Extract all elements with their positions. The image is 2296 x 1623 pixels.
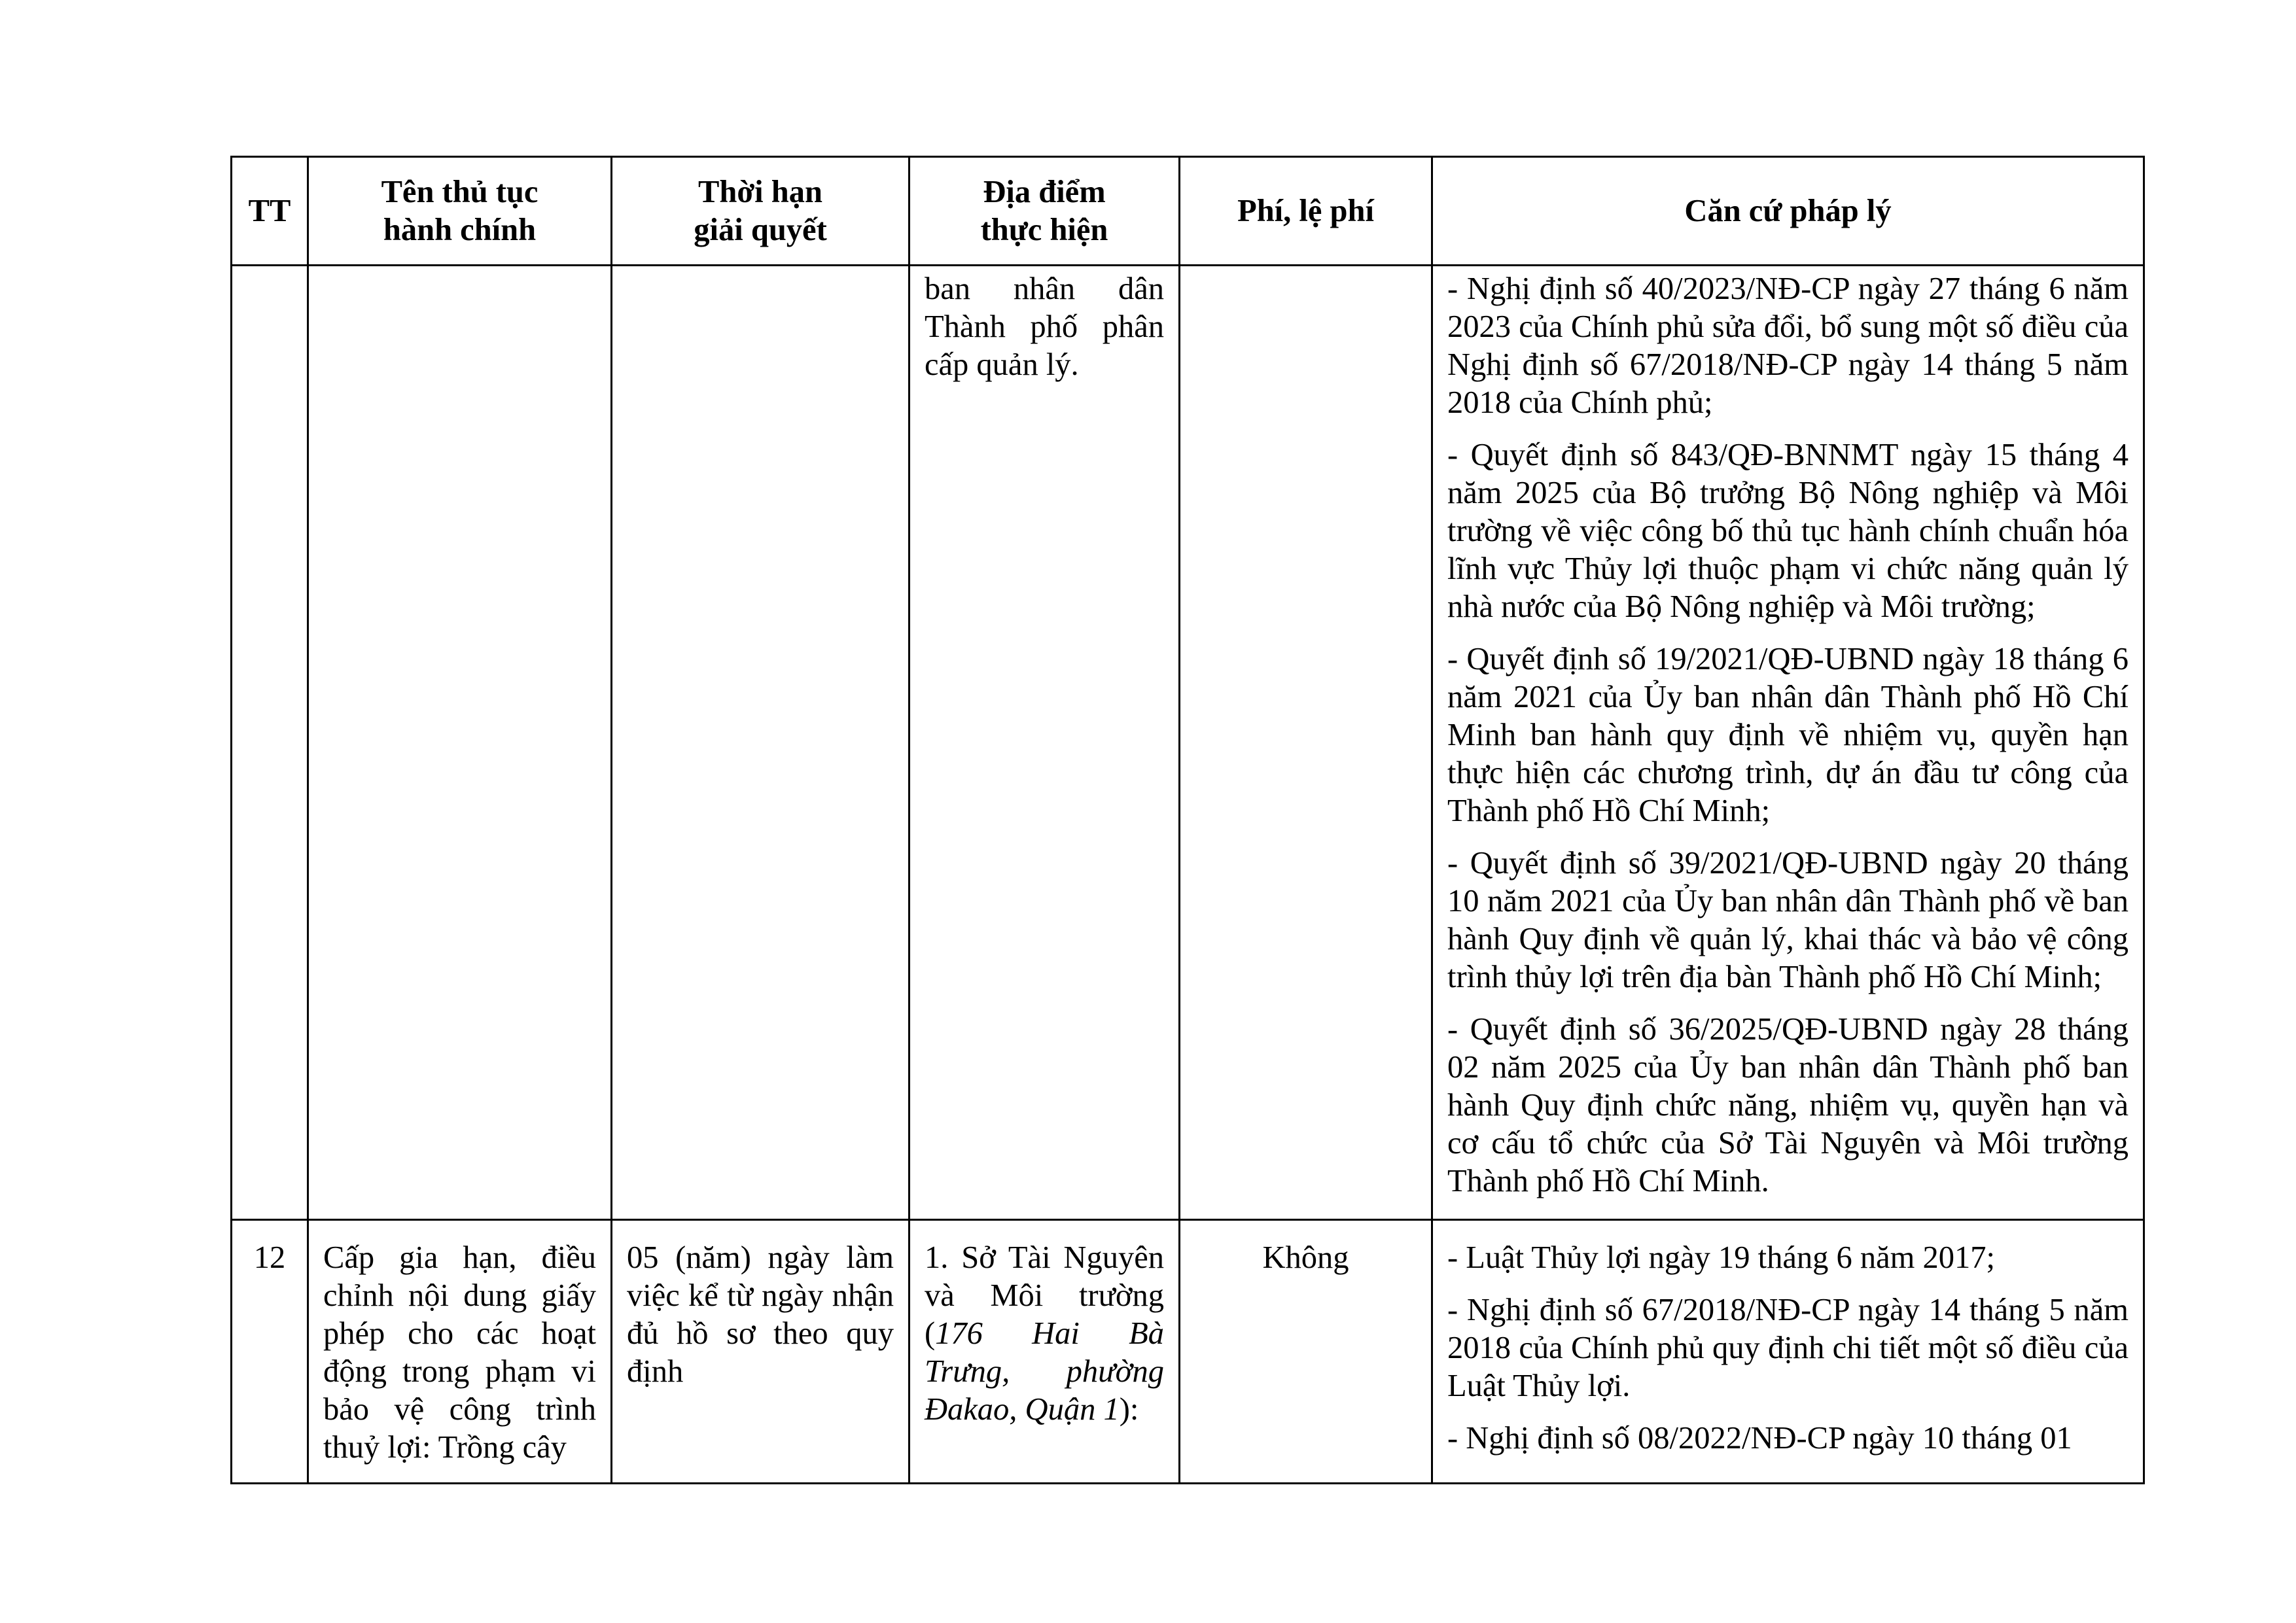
legal-item: - Quyết định số 36/2025/QĐ-UBND ngày 28 tháng 02 năm 2025 của Ủy ban nhân dân Thành phố ban hành Quy định chức năng, nhiệm vụ, quyền hạn và cơ cấu tổ chức của Sở Tài Nguyên và Môi trường Thành phố Hồ Chí Minh. [1447, 1012, 2128, 1198]
cell-legal-basis [1432, 1220, 2144, 1484]
legal-item: - Nghị định số 67/2018/NĐ-CP ngày 14 tháng 5 năm 2018 của Chính phủ quy định chi tiết một số điều của Luật Thủy lợi. [1447, 1293, 2128, 1403]
cell-legal-basis [1432, 266, 2144, 1220]
cell-location: ban nhân dân Thành phố phân cấp quản lý. [910, 266, 1180, 1220]
cell-tt: 12 [232, 1220, 308, 1484]
header-fee: Phí, lệ phí [1180, 157, 1432, 266]
header-location: Địa điểm thực hiện [910, 157, 1180, 266]
table-header-row [232, 157, 2144, 266]
location-address: 176 Hai Bà Trưng, phường Đakao, Quận 1 [925, 1316, 1164, 1427]
header-legal-basis: Căn cứ pháp lý [1432, 157, 2144, 266]
cell-location [910, 1220, 1180, 1484]
legal-item: - Quyết định số 19/2021/QĐ-UBND ngày 18 tháng 6 năm 2021 của Ủy ban nhân dân Thành phố Hồ Chí Minh ban hành quy định về nhiệm vụ, quyền hạn thực hiện các chương trình, dự án đầu tư công của Thành phố Hồ Chí Minh; [1447, 642, 2128, 828]
procedure-table [230, 156, 2145, 1484]
header-processing-time: Thời hạn giải quyết [612, 157, 910, 266]
legal-item: - Nghị định số 40/2023/NĐ-CP ngày 27 tháng 6 năm 2023 của Chính phủ sửa đổi, bổ sung một số điều của Nghị định số 67/2018/NĐ-CP ngày 14 tháng 5 năm 2018 của Chính phủ; [1447, 271, 2128, 420]
location-prefix: 1. Sở Tài Nguyên và Môi trường ( [925, 1240, 1164, 1351]
cell-procedure-name [308, 266, 612, 1220]
header-tt: TT [232, 157, 308, 266]
legal-item: - Luật Thủy lợi ngày 19 tháng 6 năm 2017; [1447, 1240, 1996, 1275]
cell-processing-time [612, 266, 910, 1220]
legal-item: - Nghị định số 08/2022/NĐ-CP ngày 10 tháng 01 [1447, 1421, 2072, 1456]
cell-fee [1180, 266, 1432, 1220]
header-procedure-name: Tên thủ tục hành chính [308, 157, 612, 266]
cell-tt [232, 266, 308, 1220]
legal-item: - Quyết định số 39/2021/QĐ-UBND ngày 20 tháng 10 năm 2021 của Ủy ban nhân dân Thành phố về ban hành Quy định về quản lý, khai thác và bảo vệ công trình thủy lợi trên địa bàn Thành phố Hồ Chí Minh; [1447, 846, 2128, 994]
table-row [232, 1220, 2144, 1484]
cell-procedure-name: Cấp gia hạn, điều chỉnh nội dung giấy phép cho các hoạt động trong phạm vi bảo vệ công trình thuỷ lợi: Trồng cây [308, 1220, 612, 1484]
cell-processing-time: 05 (năm) ngày làm việc kể từ ngày nhận đủ hồ sơ theo quy định [612, 1220, 910, 1484]
cell-fee: Không [1180, 1220, 1432, 1484]
location-suffix: ): [1119, 1392, 1139, 1427]
table-row [232, 266, 2144, 1220]
legal-item: - Quyết định số 843/QĐ-BNNMT ngày 15 tháng 4 năm 2025 của Bộ trưởng Bộ Nông nghiệp và Môi trường về việc công bố thủ tục hành chính chuẩn hóa lĩnh vực Thủy lợi thuộc phạm vi chức năng quản lý nhà nước của Bộ Nông nghiệp và Môi trường; [1447, 438, 2128, 624]
